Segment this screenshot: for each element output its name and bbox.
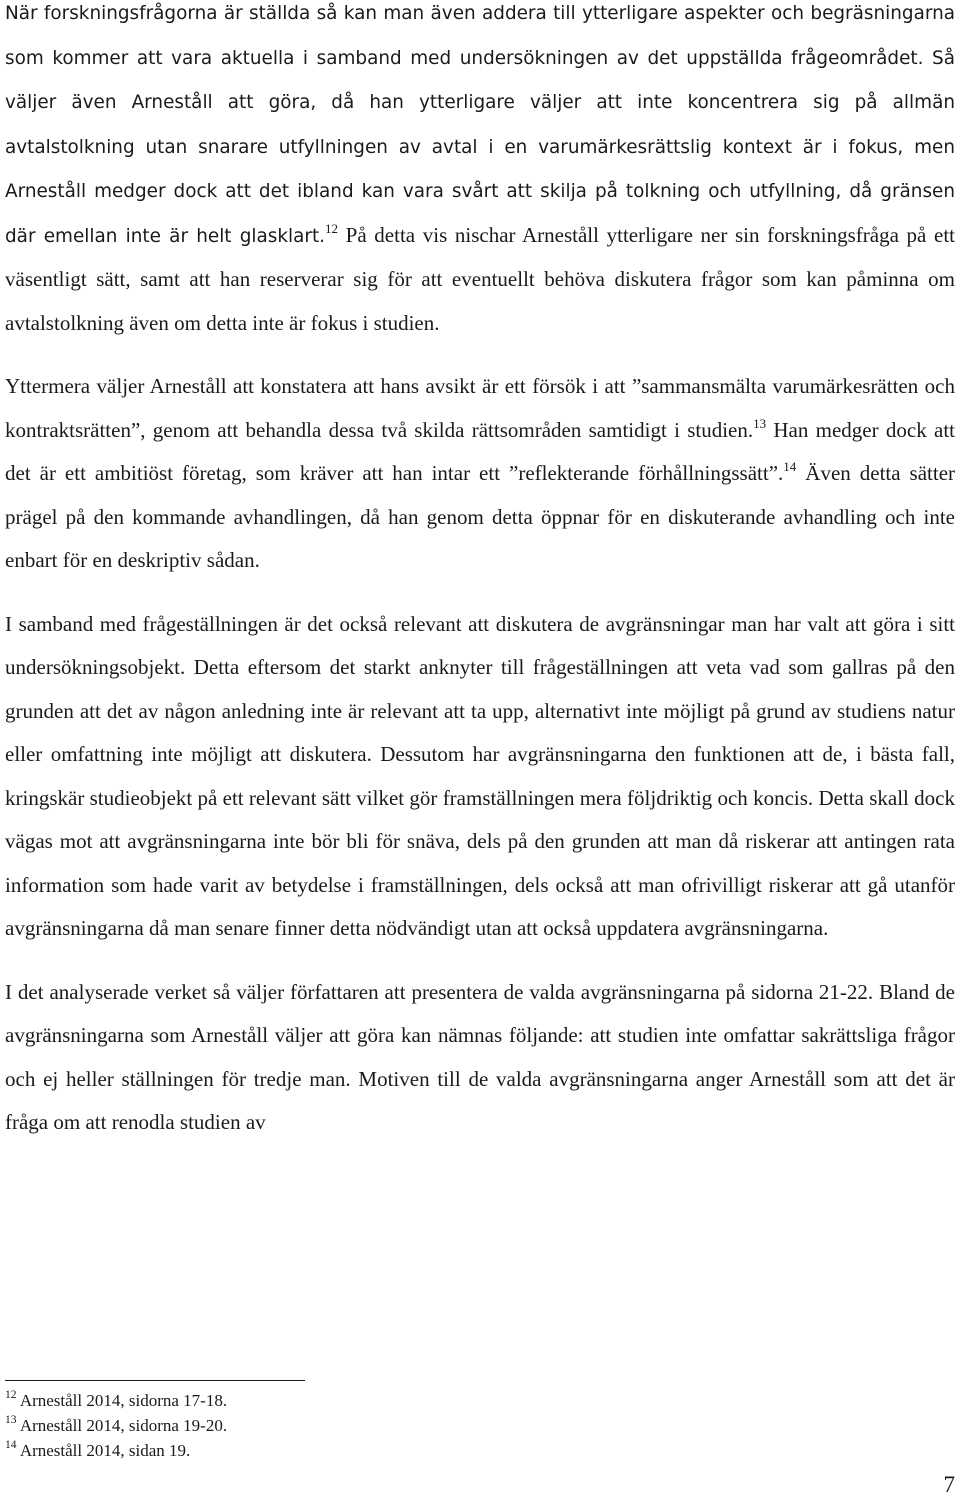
- page-number: 7: [943, 1472, 955, 1497]
- footnote-item: [5, 1438, 605, 1463]
- paragraph-text: När forskningsfrågorna är ställda så kan man även addera till ytterligare aspekter och begräsningarna som kommer att vara aktuella i samband med undersökningen av det uppställda frågeområdet. Så väljer även Arneståll att göra, då han ytterligare väljer att inte koncentrera sig på allmän avtalstolkning utan snarare utfyllningen av avtal i en varumärkesrättslig kontext är i fokus, men Arneståll medger dock att det ibland kan vara svårt att skilja på tolkning och utfyllning, då gränsen där emellan inte är helt glasklart.: [5, 3, 955, 247]
- footnote-number: 13: [5, 1414, 17, 1426]
- paragraph-text: På detta vis nischar Arneståll ytterligare ner sin forskningsfråga på ett väsentligt sätt, samt att han reserverar sig för att eventuellt behöva diskutera frågor som kan påminna om avtalstolkning även om detta inte är fokus i studien.: [5, 222, 955, 335]
- footnote-number: 12: [5, 1389, 17, 1401]
- footnote-item: [5, 1388, 605, 1413]
- paragraph-research-questions: [5, 0, 955, 345]
- paragraph-merging-fields: [5, 365, 955, 583]
- footnote-reference: 12: [325, 220, 339, 236]
- paragraph-text: Yttermera väljer Arneståll att konstatera att hans avsikt är ett försök i att ”sammansmälta varumärkesrätten och kontraktsrätten”, genom att behandla dessa två skilda rättsområden samtidigt i studien.: [5, 374, 955, 442]
- paragraph-delimitations: I samband med frågeställningen är det också relevant att diskutera de avgränsningar man har valt att göra i sitt undersökningsobjekt. Detta eftersom det starkt anknyter till frågeställningen att veta vad som gallras på den grunden att det av någon anledning inte är relevant att ta upp, alternativt inte möjligt på grund av studiens natur eller omfattning inte möjligt att diskutera. Dessutom har avgränsningarna den funktionen att de, i bästa fall, kringskär studieobjekt på ett relevant sätt vilket gör framställningen mera följdriktig och koncis. Detta skall dock vägas mot att avgränsningarna inte bör bli för snäva, dels på den grunden att man då riskerar att antingen rata information som hade varit av betydelse i framställningen, dels också att man ofrivilligt riskerar att gå utanför avgränsningarna då man senare finner detta nödvändigt utan att också uppdatera avgränsningarna.: [5, 611, 955, 940]
- footnote-text: Arneståll 2014, sidorna 19-20.: [19, 1416, 228, 1435]
- footnotes: [5, 1388, 605, 1463]
- footnote-reference: 13: [753, 415, 767, 431]
- footnote-separator: [5, 1380, 305, 1381]
- document-page: [5, 0, 955, 1145]
- footnote-text: Arneståll 2014, sidorna 17-18.: [19, 1391, 228, 1410]
- paragraph-analyzed-work: I det analyserade verket så väljer författaren att presentera de valda avgränsningarna på sidorna 21-22. Bland de avgränsningarna som Arneståll väljer att göra kan nämnas följande: att studien inte omfattar sakrättsliga frågor och ej heller ställningen för tredje man. Motiven till de valda avgränsningarna anger Arneståll som att det är fråga om att renodla studien av: [5, 979, 955, 1134]
- footnote-text: Arneståll 2014, sidan 19.: [19, 1441, 191, 1460]
- paragraph-text: Även detta sätter prägel på den kommande avhandlingen, då han genom detta öppnar för en diskuterande avhandling och inte enbart för en deskriptiv sådan.: [5, 461, 956, 572]
- footnote-number: 14: [5, 1439, 17, 1451]
- paragraph-text: Han medger dock att det är ett ambitiöst företag, som kräver att han intar ett ”reflekterande förhållningssätt”.: [5, 417, 955, 485]
- footnote-reference: 14: [783, 459, 797, 474]
- footnote-item: [5, 1413, 605, 1438]
